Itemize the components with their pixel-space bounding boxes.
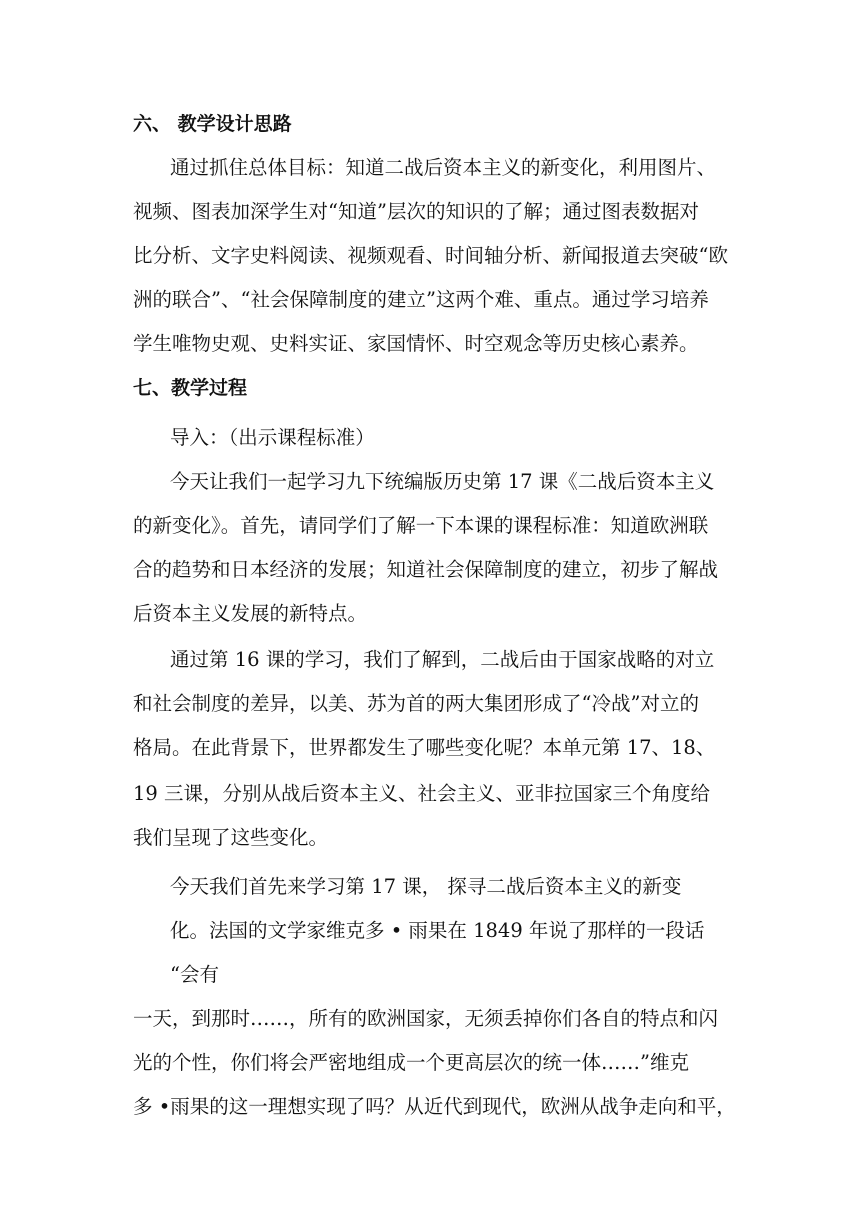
paragraph-line: 化。法国的文学家维克多 • 雨果在 1849 年说了那样的一段话 xyxy=(170,919,705,942)
section-heading-6: 六、 教学设计思路 xyxy=(133,113,292,135)
paragraph-line: 一天，到那时……，所有的欧洲国家，无须丢掉你们各自的特点和闪 xyxy=(133,1007,719,1030)
paragraph-line: 通过第 16 课的学习，我们了解到，二战后由于国家战略的对立 xyxy=(170,648,715,671)
paragraph-line: 格局。在此背景下，世界都发生了哪些变化呢？本单元第 17、18、 xyxy=(133,736,716,759)
paragraph-line: 通过抓住总体目标：知道二战后资本主义的新变化，利用图片、 xyxy=(170,156,717,179)
paragraph-line: 的新变化》。首先，请同学们了解一下本课的课程标准：知道欧洲联 xyxy=(133,514,709,537)
paragraph-line: 比分析、文字史料阅读、视频观看、时间轴分析、新闻报道去突破“欧 xyxy=(133,244,728,267)
paragraph-line: 视频、图表加深学生对“知道”层次的知识的了解；通过图表数据对 xyxy=(133,200,699,223)
paragraph-line: 后资本主义发展的新特点。 xyxy=(133,602,368,625)
intro-line: 导入：（出示课程标准） xyxy=(170,426,375,449)
paragraph-line: 多 •雨果的这一理想实现了吗？从近代到现代，欧洲从战争走向和平， xyxy=(133,1095,736,1118)
paragraph-line: 我们呈现了这些变化。 xyxy=(133,826,329,849)
paragraph-line: 光的个性，你们将会严密地组成一个更高层次的统一体……”维克 xyxy=(133,1051,689,1074)
paragraph-line: 合的趋势和日本经济的发展；知道社会保障制度的建立，初步了解战 xyxy=(133,558,719,581)
paragraph-line: “会有 xyxy=(170,963,219,986)
paragraph-line: 和社会制度的差异，以美、苏为首的两大集团形成了“冷战”对立的 xyxy=(133,692,699,715)
paragraph-line: 今天让我们一起学习九下统编版历史第 17 课《二战后资本主义 xyxy=(170,470,715,493)
paragraph-line: 今天我们首先来学习第 17 课， 探寻二战后资本主义的新变 xyxy=(170,875,682,898)
paragraph-line: 洲的联合”、“社会保障制度的建立”这两个难、重点。通过学习培养 xyxy=(133,288,709,311)
paragraph-line: 学生唯物史观、史料实证、家国情怀、时空观念等历史核心素养。 xyxy=(133,332,699,355)
section-heading-7: 七、教学过程 xyxy=(133,377,248,399)
paragraph-line: 19 三课，分别从战后资本主义、社会主义、亚非拉国家三个角度给 xyxy=(133,782,711,805)
